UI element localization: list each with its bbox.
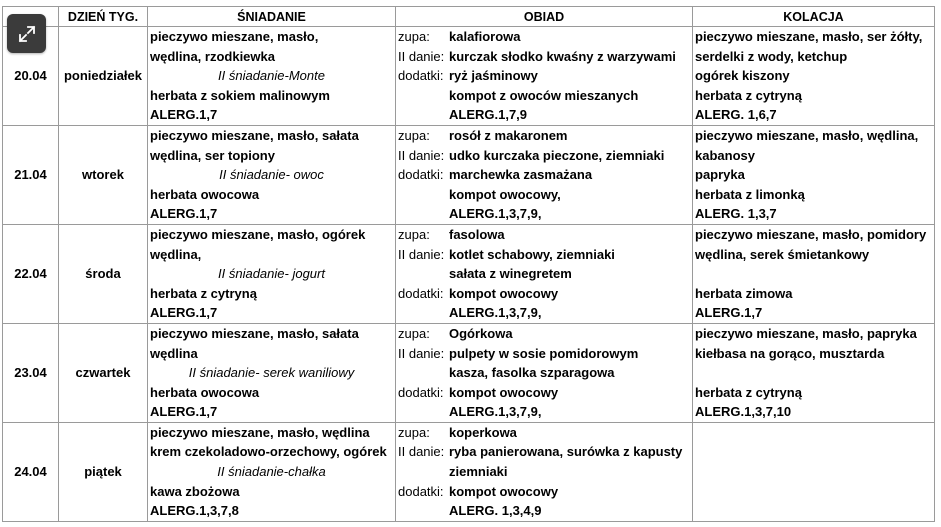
dinner-line: ALERG.1,7 xyxy=(695,305,763,321)
header-breakfast: ŚNIADANIE xyxy=(148,7,396,27)
breakfast-drink: herbata owocowa xyxy=(150,186,260,202)
lunch-line xyxy=(396,204,692,224)
breakfast-cell xyxy=(148,27,396,126)
breakfast-line: wędlina, ser topiony xyxy=(150,147,275,163)
dinner-line: kiełbasa na gorąco, musztarda xyxy=(695,345,885,361)
breakfast-line: pieczywo mieszane, masło, sałata xyxy=(150,325,359,341)
lunch-line-label xyxy=(396,402,449,422)
breakfast-cell xyxy=(148,224,396,323)
breakfast-allergens: ALERG.1,7 xyxy=(150,107,218,123)
breakfast-line: wędlina, rzodkiewka xyxy=(150,48,275,64)
lunch-line xyxy=(396,383,692,403)
breakfast-line: pieczywo mieszane, masło, sałata xyxy=(150,127,359,143)
lunch-line xyxy=(396,225,692,245)
lunch-line-label: dodatki: xyxy=(398,68,444,84)
lunch-line-label: II danie: xyxy=(398,147,445,163)
lunch-line-value: Ogórkowa xyxy=(449,325,513,341)
lunch-line xyxy=(396,86,692,106)
dinner-cell xyxy=(693,27,935,126)
lunch-line-value: rosół z makaronem xyxy=(449,127,568,143)
lunch-line-label xyxy=(396,363,449,383)
lunch-line xyxy=(396,165,692,185)
lunch-line-value: kurczak słodko kwaśny z warzywami xyxy=(449,48,676,64)
day-cell: piątek xyxy=(59,422,148,521)
dinner-line: pieczywo mieszane, masło, pomidory xyxy=(695,226,927,242)
dinner-line: ogórek kiszony xyxy=(695,68,790,84)
lunch-line-label: zupa: xyxy=(398,226,430,242)
lunch-line xyxy=(396,245,692,265)
lunch-line xyxy=(396,344,692,364)
lunch-line-value: fasolowa xyxy=(449,226,505,242)
lunch-line xyxy=(396,264,692,284)
lunch-line-label: II danie: xyxy=(398,444,445,460)
lunch-line xyxy=(396,146,692,166)
expand-button[interactable] xyxy=(7,14,46,53)
dinner-line xyxy=(693,501,934,521)
day-row xyxy=(3,422,935,521)
lunch-cell xyxy=(396,125,693,224)
breakfast-line: pieczywo mieszane, masło, wędlina xyxy=(150,424,370,440)
day-row xyxy=(3,323,935,422)
dinner-line: ALERG.1,3,7,10 xyxy=(695,404,792,420)
lunch-line-label: dodatki: xyxy=(398,384,444,400)
lunch-line-value: ryż jaśminowy xyxy=(449,68,538,84)
breakfast-allergens: ALERG.1,7 xyxy=(150,206,218,222)
lunch-line-value: kompot z owoców mieszanych xyxy=(449,87,639,103)
lunch-line-label: II danie: xyxy=(398,48,445,64)
dinner-cell xyxy=(693,422,935,521)
day-cell: wtorek xyxy=(59,125,148,224)
lunch-line-label: zupa: xyxy=(398,127,430,143)
dinner-line: herbata z cytryną xyxy=(695,384,802,400)
lunch-line-label: dodatki: xyxy=(398,483,444,499)
lunch-line-label: zupa: xyxy=(398,424,430,440)
dinner-line: kabanosy xyxy=(695,147,755,163)
dinner-line: papryka xyxy=(695,167,745,183)
dinner-line: herbata zimowa xyxy=(695,285,793,301)
date-cell: 23.04 xyxy=(3,323,59,422)
dinner-line: herbata z cytryną xyxy=(695,87,802,103)
lunch-line-label: zupa: xyxy=(398,29,430,44)
lunch-line-label xyxy=(396,264,449,284)
lunch-line-label: dodatki: xyxy=(398,285,444,301)
breakfast-allergens: ALERG.1,7 xyxy=(150,305,218,321)
lunch-cell xyxy=(396,422,693,521)
dinner-line xyxy=(693,423,934,443)
dinner-line: pieczywo mieszane, masło, papryka xyxy=(695,325,917,341)
lunch-line-value: ryba panierowana, surówka z kapusty xyxy=(449,444,683,460)
lunch-line-label: zupa: xyxy=(398,325,430,341)
lunch-line xyxy=(396,501,692,521)
dinner-line xyxy=(693,363,934,383)
lunch-line xyxy=(396,185,692,205)
lunch-line-value: kompot owocowy xyxy=(449,384,559,400)
lunch-line-value: pulpety w sosie pomidorowym xyxy=(449,345,639,361)
date-cell: 22.04 xyxy=(3,224,59,323)
dinner-line xyxy=(693,462,934,482)
lunch-line xyxy=(396,442,692,462)
menu-document xyxy=(2,6,935,522)
day-row xyxy=(3,27,935,126)
header-lunch: OBIAD xyxy=(396,7,693,27)
lunch-line xyxy=(396,482,692,502)
day-row xyxy=(3,224,935,323)
lunch-line-value: ziemniaki xyxy=(449,464,508,480)
breakfast-drink: herbata z cytryną xyxy=(150,285,257,301)
day-row xyxy=(3,125,935,224)
header-row xyxy=(3,7,935,27)
lunch-line-label: dodatki: xyxy=(398,167,444,183)
lunch-line xyxy=(396,402,692,422)
breakfast-cell xyxy=(148,422,396,521)
breakfast-drink: herbata owocowa xyxy=(150,384,260,400)
lunch-line-value: kompot owocowy xyxy=(449,483,559,499)
breakfast-cell xyxy=(148,323,396,422)
lunch-line-value: kasza, fasolka szparagowa xyxy=(449,365,615,381)
lunch-line xyxy=(396,126,692,146)
lunch-line-value: kompot owocowy, xyxy=(449,186,561,202)
lunch-line xyxy=(396,303,692,323)
day-cell: środa xyxy=(59,224,148,323)
day-cell: czwartek xyxy=(59,323,148,422)
lunch-line xyxy=(396,462,692,482)
day-cell: poniedziałek xyxy=(59,27,148,126)
expand-diagonal-icon xyxy=(17,24,37,44)
lunch-line-value: kotlet schabowy, ziemniaki xyxy=(449,246,615,262)
dinner-line: pieczywo mieszane, masło, ser żółty, xyxy=(695,29,923,44)
lunch-line-value: ALERG. 1,3,4,9 xyxy=(449,503,542,519)
lunch-line-value: ALERG.1,3,7,9, xyxy=(449,404,542,420)
breakfast-allergens: ALERG.1,3,7,8 xyxy=(150,503,239,519)
lunch-line xyxy=(396,284,692,304)
breakfast-line: wędlina, xyxy=(150,246,202,262)
lunch-line-label xyxy=(396,105,449,125)
dinner-line: herbata z limonką xyxy=(695,186,805,202)
dinner-cell xyxy=(693,125,935,224)
lunch-line-value: udko kurczaka pieczone, ziemniaki xyxy=(449,147,665,163)
dinner-line: ALERG. 1,6,7 xyxy=(695,107,777,123)
lunch-line-value: kalafiorowa xyxy=(449,29,521,44)
dinner-cell xyxy=(693,323,935,422)
second-breakfast: II śniadanie-Monte xyxy=(218,68,325,84)
lunch-line xyxy=(396,27,692,47)
dinner-line: ALERG. 1,3,7 xyxy=(695,206,777,222)
lunch-line-value: ALERG.1,3,7,9, xyxy=(449,206,542,222)
second-breakfast: II śniadanie- serek waniliowy xyxy=(188,365,355,381)
breakfast-drink: kawa zbożowa xyxy=(150,483,240,499)
lunch-line-label xyxy=(396,462,449,482)
date-cell: 21.04 xyxy=(3,125,59,224)
breakfast-line: pieczywo mieszane, masło, ogórek xyxy=(150,226,366,242)
weekly-menu-table xyxy=(2,6,935,522)
dinner-line xyxy=(693,264,934,284)
second-breakfast: II śniadanie- jogurt xyxy=(218,266,325,282)
lunch-line-label xyxy=(396,501,449,521)
lunch-line-value: ALERG.1,3,7,9, xyxy=(449,305,542,321)
second-breakfast: II śniadanie- owoc xyxy=(219,167,324,183)
date-cell: 20.04 xyxy=(3,27,59,126)
header-day: DZIEŃ TYG. xyxy=(59,7,148,27)
breakfast-line: pieczywo mieszane, masło, xyxy=(150,29,319,44)
breakfast-allergens: ALERG.1,7 xyxy=(150,404,218,420)
lunch-cell xyxy=(396,27,693,126)
dinner-line xyxy=(693,442,934,462)
lunch-line-value: ALERG.1,7,9 xyxy=(449,107,528,123)
lunch-line xyxy=(396,324,692,344)
date-cell: 24.04 xyxy=(3,422,59,521)
lunch-cell xyxy=(396,323,693,422)
breakfast-drink: herbata z sokiem malinowym xyxy=(150,87,330,103)
lunch-line-value: koperkowa xyxy=(449,424,517,440)
breakfast-line: wędlina xyxy=(150,345,198,361)
lunch-line-label xyxy=(396,303,449,323)
lunch-line-label xyxy=(396,185,449,205)
breakfast-cell xyxy=(148,125,396,224)
second-breakfast: II śniadanie-chałka xyxy=(217,464,326,480)
lunch-line-label: II danie: xyxy=(398,345,445,361)
dinner-line: wędlina, serek śmietankowy xyxy=(695,246,870,262)
lunch-line xyxy=(396,66,692,86)
lunch-line-label xyxy=(396,86,449,106)
dinner-line: pieczywo mieszane, masło, wędlina, xyxy=(695,127,919,143)
dinner-cell xyxy=(693,224,935,323)
lunch-line-label: II danie: xyxy=(398,246,445,262)
dinner-line: serdelki z wody, ketchup xyxy=(695,48,848,64)
lunch-cell xyxy=(396,224,693,323)
header-dinner: KOLACJA xyxy=(693,7,935,27)
lunch-line-label xyxy=(396,204,449,224)
lunch-line xyxy=(396,47,692,67)
lunch-line-value: marchewka zasmażana xyxy=(449,167,593,183)
breakfast-line: krem czekoladowo-orzechowy, ogórek xyxy=(150,444,387,460)
dinner-line xyxy=(693,482,934,502)
lunch-line-value: sałata z winegretem xyxy=(449,266,572,282)
lunch-line xyxy=(396,423,692,443)
lunch-line xyxy=(396,105,692,125)
lunch-line xyxy=(396,363,692,383)
lunch-line-value: kompot owocowy xyxy=(449,285,559,301)
